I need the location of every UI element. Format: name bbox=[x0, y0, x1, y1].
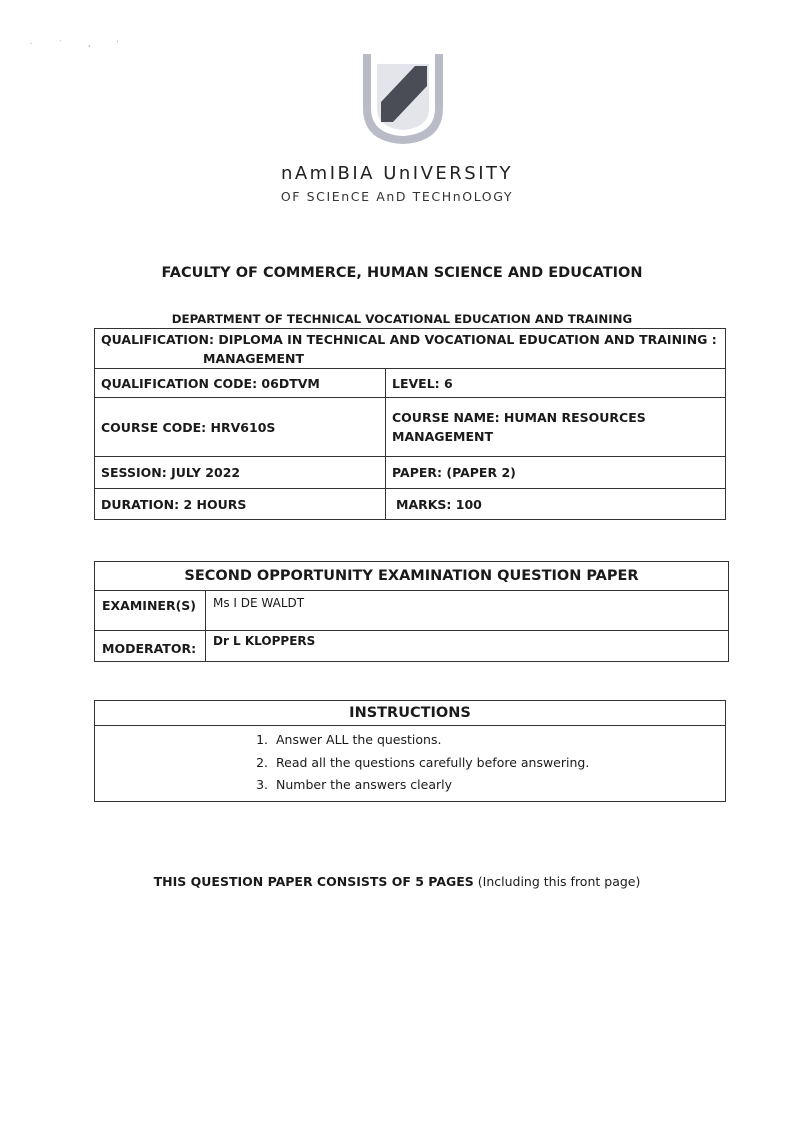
university-name: nAmIBIA UnIVERSITY bbox=[280, 163, 514, 184]
examiner-label: EXAMINER(S) bbox=[95, 591, 206, 631]
moderator-label: MODERATOR: bbox=[95, 631, 206, 662]
examiner-value: Ms I DE WALDT bbox=[206, 591, 729, 631]
instructions-title: INSTRUCTIONS bbox=[95, 701, 726, 726]
page-count-normal: (Including this front page) bbox=[473, 874, 641, 889]
instruction-item: 2. Read all the questions carefully before answering. bbox=[272, 752, 724, 775]
page-count-note bbox=[60, 874, 734, 889]
page-count-bold: THIS QUESTION PAPER CONSISTS OF 5 PAGES bbox=[153, 874, 474, 889]
faculty-heading: FACULTY OF COMMERCE, HUMAN SCIENCE AND EDUCATION bbox=[161, 265, 643, 281]
moderator-value: Dr L KLOPPERS bbox=[206, 631, 729, 662]
instructions-list bbox=[96, 727, 724, 800]
instruction-item: 1. Answer ALL the questions. bbox=[272, 729, 724, 752]
scan-specks: · ˙ , ˈ bbox=[30, 40, 131, 48]
exam-title: SECOND OPPORTUNITY EXAMINATION QUESTION PAPER bbox=[95, 562, 729, 591]
instructions-body bbox=[95, 726, 726, 802]
marks: MARKS: 100 bbox=[386, 489, 726, 520]
qualification-text: QUALIFICATION: DIPLOMA IN TECHNICAL AND VOCATIONAL EDUCATION AND TRAINING : bbox=[101, 331, 717, 347]
examiner-table bbox=[94, 561, 729, 662]
instruction-item: 3. Number the answers clearly bbox=[272, 774, 724, 797]
instructions-table bbox=[94, 700, 726, 802]
course-info-table bbox=[94, 328, 726, 520]
university-logo bbox=[357, 46, 449, 146]
session: SESSION: JULY 2022 bbox=[95, 457, 386, 489]
paper: PAPER: (PAPER 2) bbox=[386, 457, 726, 489]
qualification-code: QUALIFICATION CODE: 06DTVM bbox=[95, 369, 386, 398]
course-name: COURSE NAME: HUMAN RESOURCES MANAGEMENT bbox=[386, 398, 726, 457]
level: LEVEL: 6 bbox=[386, 369, 726, 398]
qualification-text-cont: MANAGEMENT bbox=[203, 350, 305, 366]
department-heading: DEPARTMENT OF TECHNICAL VOCATIONAL EDUCATION AND TRAINING bbox=[171, 312, 633, 326]
qualification-cell bbox=[95, 329, 726, 369]
duration: DURATION: 2 HOURS bbox=[95, 489, 386, 520]
university-subtitle: OF SCIEnCE AnD TECHnOLOGY bbox=[280, 189, 514, 204]
course-code: COURSE CODE: HRV610S bbox=[95, 398, 386, 457]
